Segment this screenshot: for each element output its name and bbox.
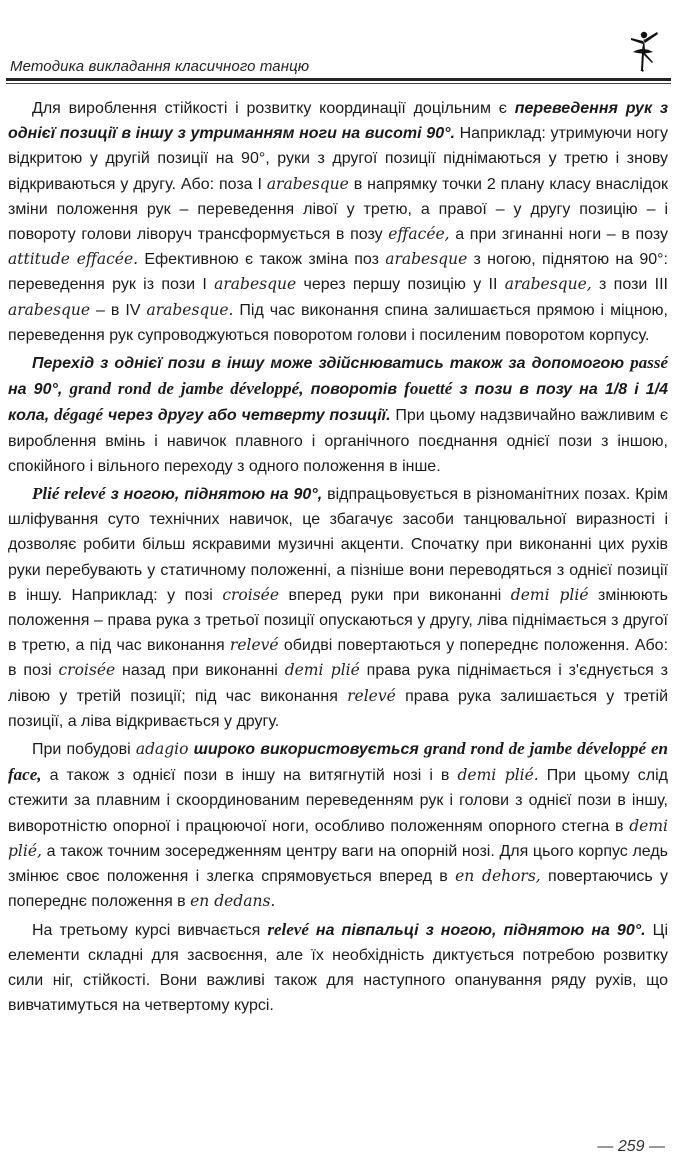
text-run: з ногою, піднятою на 90°: переведення рук із пози І [8,251,668,294]
paragraph [8,917,668,1019]
term-run: demi plié [510,585,589,604]
term-run: en dehors, [455,867,541,886]
paragraph [8,350,668,479]
text-run: обидві повертаються у попереднє положення. Або: в позі [8,637,669,680]
emphasis-run: через другу або четверту позиції. [103,407,391,425]
term-run: arabesque [266,174,349,193]
text-run: Ці елементи складні для засвоєння, але їх необхідність диктується потребою розвитку сили ніг, стійкості. Вони важливі також для наступного опанування ряду рухів, що вивчатимуться на четвертому курсі. [8,921,668,1015]
term-run: demi plié [284,661,360,680]
paragraph [8,96,668,348]
emphasis-run: з ногою, піднятою на 90°, [105,486,323,504]
term-run: effacée, [388,225,450,244]
emphasis-run: passé [630,353,668,373]
text-run: – в ІV [90,301,147,319]
emphasis-run: grand rond de jambe développé, [69,379,304,399]
emphasis-run: relevé [267,919,309,939]
text-run: відпрацьовується в різноманітних позах. Крім шліфування суто технічних навичок, це збагачує засоби танцювальної виразності і дозволяє робити більш яскравими музичні акценти. Спочатку при виконанні цих рухів руки перебувають у статичному положенні, а пізніше вони переводяться з однієї позиції в іншу. Наприклад: у позі [8,486,668,604]
text-run: Для вироблення стійкості і розвитку координації доцільним є [32,100,515,117]
term-run: attitude effacée. [8,250,139,269]
text-run: права рука піднімається і з'єднується з лівою у третій позиції; під час виконання [8,662,669,705]
term-run: croisée [222,585,279,604]
text-run: На третьому курсі вивчається [32,921,268,939]
text-run: а також точним зосередженням центру ваги на опорній нозі. Для цього корпус ледь змінює своє положення і злегка спрямовується вперед в [8,842,668,886]
header-rule [6,78,671,81]
running-title: Методика викладання класичного танцю [10,58,310,75]
text-run: через першу позицію у ІІ [296,276,505,294]
emphasis-run: grand rond de jambe développé en face, [8,739,668,785]
paragraph [8,736,668,914]
page-number: — 259 — [597,1138,665,1155]
body-text [8,96,668,1018]
emphasis-run: на півпальці з ногою, піднятою на 90°. [308,921,646,939]
term-run: arabesque, [504,275,592,294]
emphasis-run: Plié relevé [32,484,106,504]
term-run: demi plié. [457,766,539,785]
term-run: relevé [347,686,396,705]
text-run: з пози ІІІ [591,276,668,294]
text-run: назад при виконанні [115,662,285,680]
term-run: arabesque. [146,300,234,319]
text-run: Ефективною є також зміна поз [138,251,386,269]
term-run: arabesque [385,250,468,269]
emphasis-run: з пози в позу на 1/8 і 1/4 кола, [8,381,669,425]
text-run: вперед руки при виконанні [279,586,511,604]
term-run: croisée [58,661,116,680]
text-run: При цьому надзвичайно важливим є вироблення вмінь і навичок плавного і органічного поєднання однієї пози з іншою, спокійного і вільного переходу з одного положення в інше. [8,407,669,475]
ballerina-icon [619,28,663,82]
term-run: en dedans. [190,892,276,911]
emphasis-run: на 90°, [8,381,70,399]
term-run: arabesque [214,275,297,294]
text-run: а при згинанні ноги – в позу [449,226,668,244]
emphasis-run: переведення рук з однієї позиції в іншу з утриманням ноги на висоті 90°. [8,100,668,143]
emphasis-run: поворотів [303,381,405,399]
text-run: При побудові [32,741,136,759]
text-run: Наприклад: утримуючи ногу відкритою у другій позиції на 90°, руки з другої позиції піднімаються у третю і знову відкриваються у другу. Або: поза І [8,125,668,193]
emphasis-run: dégagé [53,405,104,425]
paragraph [8,481,668,734]
text-run: а також з однієї пози в іншу на витягнутій нозі і в [41,767,458,785]
term-run: arabesque [8,300,91,319]
emphasis-run: широко використовується [188,741,424,759]
text-run: Під час виконання спина залишається прямою і міцною, переведення рук супроводжуються поворотом голови і посиленим поворотом корпусу. [8,301,668,344]
emphasis-run: fouetté [404,379,453,399]
text-run: змінюють положення – права рука з третьої позиції опускаються у другу, ліва піднімається з другої в третю, а під час виконання [8,586,669,655]
text-run: в напрямку точки 2 плану класу внаслідок зміни положення рук – переведення лівої у третю, а правої – у другу позицію – і повороту голови ліворуч трансформується в позу [8,175,668,244]
page-header [0,0,679,96]
text-run: права рука залишається у третій позиції, а ліва відкривається у другу. [8,687,668,730]
emphasis-run: Перехід з однієї пози в іншу може здійснюватись також за допомогою [32,355,631,373]
term-run: relevé [229,636,279,655]
header-rule-thin [6,83,671,84]
term-run: adagio [135,740,189,759]
text-run: При цьому слід стежити за плавним і скоординованим переведенням рук і голови з однієї пози в іншу, виворотністю опорної і працюючої ноги, особливо положенням опорного стегна в [8,767,668,835]
term-run: demi plié, [8,816,668,860]
text-run: повертаючись у попереднє положення в [8,868,668,911]
